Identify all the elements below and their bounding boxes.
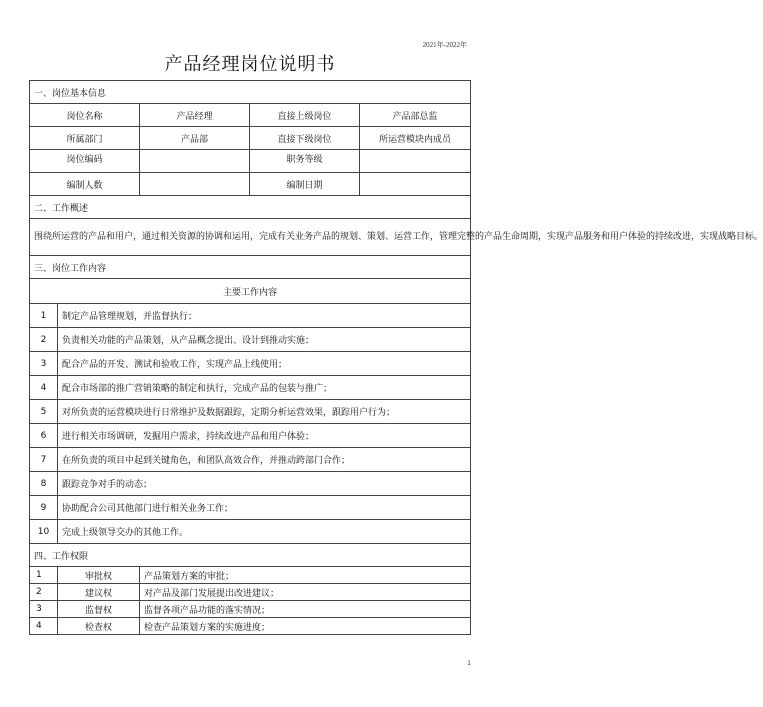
duty-number: 3	[30, 352, 58, 376]
duty-number: 2	[30, 328, 58, 352]
duty-row	[30, 376, 471, 400]
page-title: 产品经理岗位说明书	[164, 54, 336, 75]
section-basic-info	[30, 81, 471, 104]
duty-text: 负责相关功能的产品策划，从产品概念提出、设计到推动实施；	[58, 328, 471, 352]
section-overview	[30, 196, 471, 219]
duty-row	[30, 472, 471, 496]
info-label: 编制人数	[30, 173, 140, 196]
duty-text: 完成上级领导交办的其他工作。	[58, 520, 471, 544]
duty-number: 7	[30, 448, 58, 472]
info-row	[30, 173, 471, 196]
section-title: 三、岗位工作内容	[30, 256, 471, 279]
authority-text: 监督各项产品功能的落实情况；	[140, 601, 471, 618]
job-description-table	[29, 80, 763, 635]
duty-text: 进行相关市场调研，发掘用户需求，持续改进产品和用户体验；	[58, 424, 471, 448]
info-value: 产品经理	[140, 104, 250, 127]
authority-name: 检查权	[58, 618, 140, 635]
authority-number: 3	[30, 601, 58, 618]
section-title: 一、岗位基本信息	[30, 81, 471, 104]
overview-text: 围绕所运营的产品和用户，通过相关资源的协调和运用，完成有关业务产品的规划、策划、运营工作，管理完整的产品生命周期，实现产品服务和用户体验的持续改进，实现战略目标。	[30, 219, 471, 256]
duty-number: 1	[30, 304, 58, 328]
authority-number: 2	[30, 584, 58, 601]
duty-row	[30, 424, 471, 448]
info-label: 岗位编码	[30, 150, 140, 173]
authority-text: 产品策划方案的审批；	[140, 567, 471, 584]
authority-name: 审批权	[58, 567, 140, 584]
info-value: 所运营模块内成员	[360, 127, 471, 150]
info-row	[30, 104, 471, 127]
info-value	[140, 150, 250, 173]
duty-row	[30, 400, 471, 424]
duty-text: 配合市场部的推广营销策略的制定和执行，完成产品的包装与推广；	[58, 376, 471, 400]
section-title: 二、工作概述	[30, 196, 471, 219]
duty-number: 8	[30, 472, 58, 496]
authority-text: 对产品及部门发展提出改进建议；	[140, 584, 471, 601]
year-range: 2021年-2022年	[422, 41, 467, 49]
info-label: 直接上级岗位	[250, 104, 360, 127]
authority-row	[30, 584, 471, 601]
page-number: 1	[467, 660, 471, 667]
duty-text: 对所负责的运营模块进行日常维护及数据跟踪，定期分析运营效果，跟踪用户行为；	[58, 400, 471, 424]
duty-row	[30, 520, 471, 544]
duty-row	[30, 352, 471, 376]
duty-text: 制定产品管理规划，并监督执行；	[58, 304, 471, 328]
duty-row	[30, 496, 471, 520]
authority-name: 建议权	[58, 584, 140, 601]
duty-number: 10	[30, 520, 58, 544]
info-label: 直接下级岗位	[250, 127, 360, 150]
authority-row	[30, 618, 471, 635]
duties-header: 主要工作内容	[30, 279, 471, 304]
duty-number: 4	[30, 376, 58, 400]
duty-number: 9	[30, 496, 58, 520]
info-value	[360, 150, 471, 173]
info-value	[360, 173, 471, 196]
info-label: 编制日期	[250, 173, 360, 196]
section-authority	[30, 544, 471, 567]
duty-text: 在所负责的项目中起到关键角色，和团队高效合作，并推动跨部门合作；	[58, 448, 471, 472]
authority-number: 4	[30, 618, 58, 635]
info-row	[30, 127, 471, 150]
duty-text: 协助配合公司其他部门进行相关业务工作；	[58, 496, 471, 520]
info-value: 产品部	[140, 127, 250, 150]
section-duties	[30, 256, 471, 279]
duty-row	[30, 448, 471, 472]
section-title: 四、工作权限	[30, 544, 471, 567]
duty-row	[30, 328, 471, 352]
authority-number: 1	[30, 567, 58, 584]
duty-number: 5	[30, 400, 58, 424]
info-value: 产品部总监	[360, 104, 471, 127]
authority-name: 监督权	[58, 601, 140, 618]
duty-row	[30, 304, 471, 328]
info-label: 所属部门	[30, 127, 140, 150]
info-row	[30, 150, 471, 173]
duties-header-row	[30, 279, 471, 304]
authority-row	[30, 601, 471, 618]
info-label: 岗位名称	[30, 104, 140, 127]
overview-row	[30, 219, 471, 256]
authority-row	[30, 567, 471, 584]
duty-text: 配合产品的开发、测试和验收工作，实现产品上线使用；	[58, 352, 471, 376]
duty-number: 6	[30, 424, 58, 448]
duty-text: 跟踪竞争对手的动态；	[58, 472, 471, 496]
authority-text: 检查产品策划方案的实施进度；	[140, 618, 471, 635]
info-label: 职务等级	[250, 150, 360, 173]
info-value	[140, 173, 250, 196]
